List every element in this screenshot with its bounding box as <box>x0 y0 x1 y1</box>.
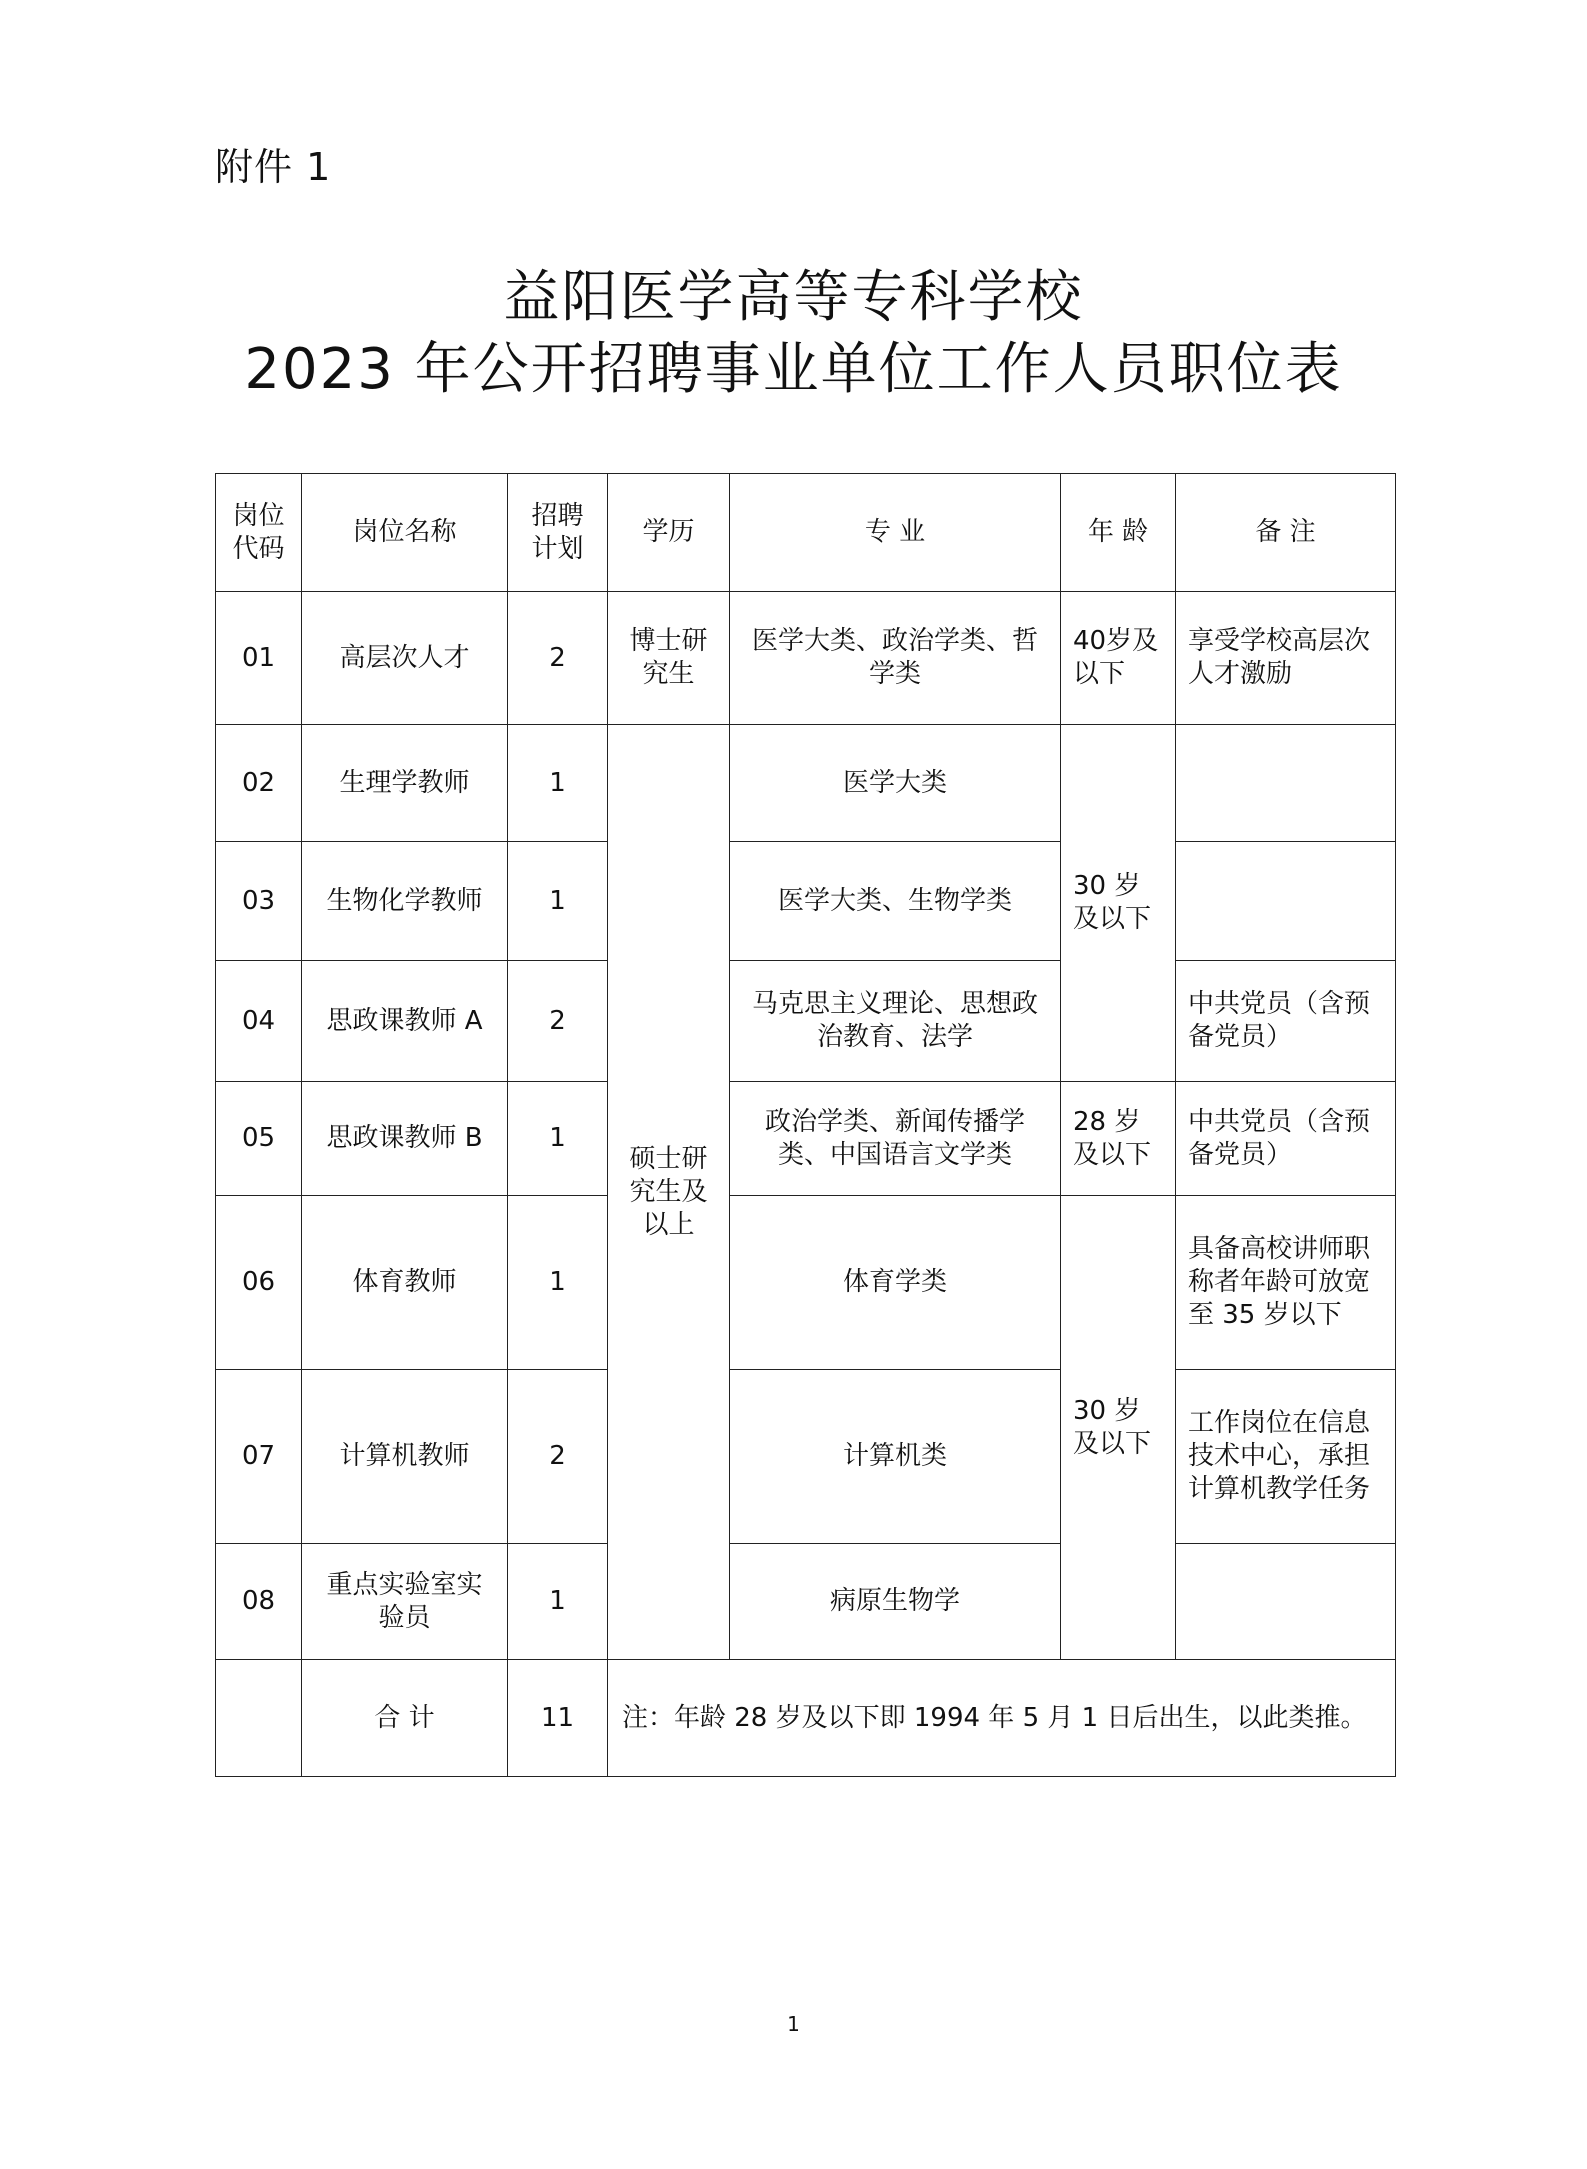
cell-name: 生理学教师 <box>302 725 508 842</box>
cell-education-merged: 硕士研究生及以上 <box>608 725 730 1660</box>
total-plan: 11 <box>508 1660 608 1777</box>
cell-major: 医学大类、政治学类、哲学类 <box>730 592 1061 725</box>
header-age: 年 龄 <box>1061 474 1176 592</box>
cell-plan: 2 <box>508 592 608 725</box>
cell-code: 06 <box>216 1196 302 1370</box>
cell-code: 07 <box>216 1370 302 1544</box>
cell-major: 医学大类、生物学类 <box>730 842 1061 961</box>
cell-plan: 1 <box>508 1544 608 1660</box>
attachment-label: 附件 1 <box>215 145 332 189</box>
table-row <box>216 592 1396 725</box>
cell-code: 02 <box>216 725 302 842</box>
cell-plan: 1 <box>508 1196 608 1370</box>
total-note: 注：年龄 28 岁及以下即 1994 年 5 月 1 日后出生，以此类推。 <box>608 1660 1396 1777</box>
page-number: 1 <box>787 2012 800 2036</box>
cell-major: 计算机类 <box>730 1370 1061 1544</box>
header-name: 岗位名称 <box>302 474 508 592</box>
cell-code: 01 <box>216 592 302 725</box>
header-education: 学历 <box>608 474 730 592</box>
cell-plan: 1 <box>508 842 608 961</box>
table-total-row <box>216 1660 1396 1777</box>
cell-major: 医学大类 <box>730 725 1061 842</box>
total-label: 合 计 <box>302 1660 508 1777</box>
cell-remark <box>1176 725 1396 842</box>
cell-education: 博士研究生 <box>608 592 730 725</box>
table-row <box>216 1544 1396 1660</box>
cell-plan: 1 <box>508 725 608 842</box>
cell-code-empty <box>216 1660 302 1777</box>
cell-remark: 中共党员（含预备党员） <box>1176 961 1396 1082</box>
cell-major: 政治学类、新闻传播学类、中国语言文学类 <box>730 1082 1061 1196</box>
table-row <box>216 1196 1396 1370</box>
cell-code: 04 <box>216 961 302 1082</box>
table-header-row <box>216 474 1396 592</box>
cell-remark: 工作岗位在信息技术中心，承担计算机教学任务 <box>1176 1370 1396 1544</box>
table-row <box>216 1370 1396 1544</box>
cell-code: 03 <box>216 842 302 961</box>
header-major: 专 业 <box>730 474 1061 592</box>
cell-code: 05 <box>216 1082 302 1196</box>
cell-remark: 具备高校讲师职称者年龄可放宽至 35 岁以下 <box>1176 1196 1396 1370</box>
cell-name: 重点实验室实验员 <box>302 1544 508 1660</box>
table-row <box>216 725 1396 842</box>
cell-remark <box>1176 1544 1396 1660</box>
cell-major: 马克思主义理论、思想政治教育、法学 <box>730 961 1061 1082</box>
cell-remark: 中共党员（含预备党员） <box>1176 1082 1396 1196</box>
cell-age-merged: 30 岁及以下 <box>1061 1196 1176 1660</box>
table-row <box>216 842 1396 961</box>
document-title-line2: 2023 年公开招聘事业单位工作人员职位表 <box>244 337 1343 402</box>
cell-age: 40岁及以下 <box>1061 592 1176 725</box>
table-row <box>216 961 1396 1082</box>
header-plan: 招聘计划 <box>508 474 608 592</box>
cell-name: 体育教师 <box>302 1196 508 1370</box>
document-title-line1: 益阳医学高等专科学校 <box>503 265 1084 330</box>
header-remark: 备 注 <box>1176 474 1396 592</box>
cell-name: 思政课教师 A <box>302 961 508 1082</box>
cell-major: 体育学类 <box>730 1196 1061 1370</box>
cell-name: 高层次人才 <box>302 592 508 725</box>
cell-age: 28 岁及以下 <box>1061 1082 1176 1196</box>
cell-code: 08 <box>216 1544 302 1660</box>
cell-name: 生物化学教师 <box>302 842 508 961</box>
cell-name: 思政课教师 B <box>302 1082 508 1196</box>
table-row <box>216 1082 1396 1196</box>
cell-remark: 享受学校高层次人才激励 <box>1176 592 1396 725</box>
job-positions-table <box>215 473 1396 1777</box>
cell-age-merged: 30 岁及以下 <box>1061 725 1176 1082</box>
cell-major: 病原生物学 <box>730 1544 1061 1660</box>
cell-name: 计算机教师 <box>302 1370 508 1544</box>
header-code: 岗位代码 <box>216 474 302 592</box>
cell-plan: 1 <box>508 1082 608 1196</box>
cell-remark <box>1176 842 1396 961</box>
cell-plan: 2 <box>508 1370 608 1544</box>
cell-plan: 2 <box>508 961 608 1082</box>
